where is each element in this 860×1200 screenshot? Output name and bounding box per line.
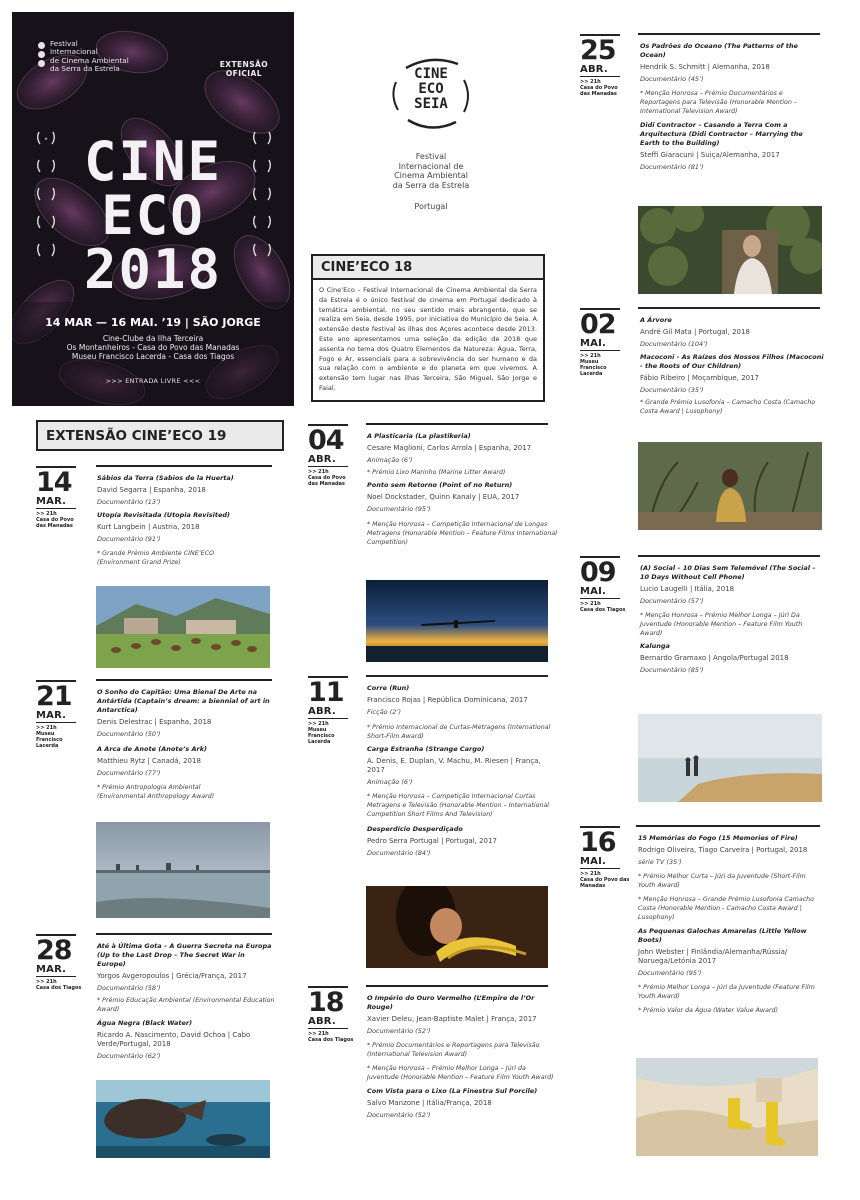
extensao-heading: EXTENSÃO CINE’ECO 19 [36, 420, 284, 451]
svg-text:★: ★ [44, 136, 48, 141]
film-director: Noel Dockstader, Quinn Kanaly | EUA, 2017 [367, 493, 520, 501]
film-title: Didi Contractor – Casando a Terra Com a Arquitectura (Didi Contractor – Marrying the Earth to the Building) [640, 121, 803, 147]
film-genre: Documentário (81’) [640, 163, 704, 171]
film-director: Lucio Laugelli | Itália, 2018 [640, 585, 735, 593]
film-director: Francisco Rojas | República Dominicana, 2017 [367, 696, 528, 704]
poster-title-year: 2018 [83, 238, 223, 301]
film-list-18-abr [367, 990, 557, 1120]
date-block-16-mai: 16 MAI. >> 21h Casa do Povo das Manadas [580, 827, 630, 889]
photo-woman-bananas [366, 886, 548, 968]
logo-festival-name: Festival Internacional de Cinema Ambiental da Serra da Estrela [392, 152, 470, 190]
film-genre: Animação (6’) [367, 778, 413, 786]
film-title: Carga Estranha (Strange Cargo) [367, 745, 485, 753]
divider [636, 825, 820, 827]
logo-country: Portugal [414, 202, 448, 211]
film-list-09-mai [640, 560, 824, 675]
film-genre: Documentário (35’) [640, 386, 704, 394]
film-genre: Documentário (57’) [640, 597, 704, 605]
film-genre: Documentário (85’) [640, 666, 704, 674]
divider [366, 423, 548, 425]
film-director: David Segarra | Espanha, 2018 [97, 486, 206, 494]
film-title: Ponto sem Retorno (Point of no Return) [367, 481, 513, 489]
poster-title-eco: ECO [101, 184, 205, 247]
film-award: * Prémio Documentários e Reportagens para Televisão (International Television Award) [367, 1042, 540, 1058]
divider [96, 679, 272, 681]
film-award: * Prémio Educação Ambiental (Environmental Education Award) [97, 997, 275, 1013]
film-genre: Documentário (13’) [97, 498, 161, 506]
film-director: André Gil Mata | Portugal, 2018 [640, 328, 750, 336]
divider [96, 465, 272, 467]
film-director: Hendrik S. Schmitt | Alemanha, 2018 [640, 63, 770, 71]
film-director: Pedro Serra Portugal | Portugal, 2017 [367, 837, 497, 845]
film-genre: Documentário (104’) [640, 340, 708, 348]
film-title: Kalunga [640, 642, 670, 650]
film-director: Xavier Deleu, Jean-Baptiste Malet | França, 2017 [367, 1015, 537, 1023]
film-award: * Grande Prémio Lusofonia – Camacho Costa (Camacho Costa Award | Lusophony) [640, 399, 816, 415]
film-award: * Prémio Valor da Água (Water Value Award) [638, 1007, 778, 1014]
film-award: * Menção Honrosa – Prémio Melhor Longa – Júri Da Juventude (Honorable Mention – Feature Film Youth Award) [640, 612, 803, 637]
film-list-25-abr [640, 38, 824, 172]
film-award: * Prémio Internacional de Curtas-Metragens (International Short-Film Award) [367, 724, 551, 740]
photo-man-mangroves [638, 442, 822, 530]
film-genre: Documentário (52’) [367, 1111, 431, 1119]
film-award: * Prémio Melhor Longa – Júri da Juventude (Feature Film Youth Award) [638, 984, 815, 1000]
film-award: * Grande Prémio Ambiente CINE’ECO (Environment Grand Prize) [97, 550, 215, 566]
film-genre: série TV (35’) [638, 858, 682, 866]
film-genre: Documentário (95’) [367, 505, 431, 513]
film-title: A Árvore [640, 316, 672, 324]
cine-eco-heading: CINE’ECO 18 [311, 254, 545, 280]
film-award: * Menção Honrosa – Prémio Documentários e Reportagens para Televisão (Honorable Mention – International Television Award) [640, 90, 797, 115]
film-list-16-mai [638, 830, 822, 1015]
film-list-28-mar [97, 938, 275, 1061]
photo-two-people-coast [638, 714, 822, 802]
film-genre: Documentário (52’) [367, 1027, 431, 1035]
film-genre: Animação (6’) [367, 456, 413, 464]
divider [366, 985, 548, 987]
poster-venues: Cine-Clube da Ilha Terceira Os Montanheiros - Casa do Povo das Manadas Museu Francisco Lacerda - Casa dos Tiagos [66, 334, 240, 361]
film-award: * Prémio Melhor Curta – Júri da Juventude (Short-Film Youth Award) [638, 873, 806, 889]
film-director: Bernardo Gramaxo | Angola/Portugal 2018 [640, 654, 789, 662]
photo-solar-plane-sunset [366, 580, 548, 662]
film-title: O Sonho do Capitão: Uma Bienal De Arte na Antártida (Captain’s dream: a biennial of art in Antarctica) [97, 688, 270, 714]
film-director: Rodrigo Oliveira, Tiago Carveira | Portugal, 2018 [638, 846, 808, 854]
film-director: Ricardo A. Nascimento, David Ochoa | Cabo Verde/Portugal, 2018 [97, 1031, 251, 1048]
instagram-icon [38, 60, 45, 67]
divider [638, 307, 820, 309]
film-director: Cesare Maglioni, Carlos Arrola | Espanha, 2017 [367, 444, 532, 452]
photo-deer-farm [96, 586, 270, 668]
entrada-livre: >>> ENTRADA LIVRE <<< [105, 377, 201, 385]
film-title: A Arca de Anote (Anote’s Ark) [97, 745, 207, 753]
poster-dates: 14 MAR — 16 MAI. ’19 | SÃO JORGE [45, 316, 261, 329]
film-award: * Menção Honrosa – Competição Internacional de Longas Metragens (Honorable Mention – Feature Films International Competition) [367, 521, 557, 546]
film-award: * Prémio Lixo Marinho (Marine Litter Award) [367, 469, 506, 476]
date-block-14-mar: 14 MAR. >> 21h Casa do Povo das Manadas [36, 466, 94, 529]
social-icons [38, 42, 46, 69]
film-list-14-mar [97, 470, 271, 567]
film-genre: Documentário (45’) [640, 75, 704, 83]
film-title: Utopía Revisitada (Utopia Revisited) [97, 511, 230, 519]
date-block-09-mai: 09 MAI. >> 21h Casa dos Tiagos [580, 557, 626, 613]
film-director: Yorgos Avgeropoulos | Grécia/França, 2017 [97, 972, 247, 980]
film-title: (A) Social – 10 Dias Sem Telemóvel (The Social – 10 Days Without Cell Phone) [640, 564, 816, 581]
photo-flooded-coast [96, 822, 270, 918]
film-award: * Menção Honrosa – Grande Prémio Lusofonia Camacho Costa (Honorable Mention - Camacho Costa Award | Lusophony) [638, 896, 814, 921]
film-director: Steffi Giaracuni | Suiça/Alemanha, 2017 [640, 151, 780, 159]
festival-poster [12, 12, 294, 406]
film-title: Sábios da Terra (Sabios de la Huerta) [97, 474, 234, 482]
film-director: A. Denis, E. Duplan, V. Machu, M. Riesen | França, 2017 [367, 757, 541, 774]
film-title: Os Padrões do Oceano (The Patterns of the Ocean) [640, 42, 798, 59]
extensao-oficial-label: EXTENSÃO OFICIAL [219, 60, 268, 78]
date-block-28-mar: 28 MAR. >> 21h Casa dos Tiagos [36, 935, 82, 991]
film-title: Corre (Run) [367, 684, 410, 692]
film-award: * Menção Honrosa – Prémio Melhor Longa – Júri da Juventude (Honorable Mention – Feature Film Youth Award) [367, 1065, 554, 1081]
date-block-04-abr: 04 ABR. >> 21h Casa do Povo das Manadas [308, 424, 366, 487]
divider [366, 675, 548, 677]
film-title: Água Negra (Black Water) [97, 1019, 193, 1027]
film-title: A Plasticaria (La plastikeria) [367, 432, 471, 440]
film-title: Desperdício Desperdiçado [367, 825, 463, 833]
film-title: 15 Memórias do Fogo (15 Memories of Fire) [638, 834, 798, 842]
photo-yellow-boots-beach [636, 1058, 818, 1156]
film-award: * Menção Honrosa – Competição Internacional Curtas Metragens e Televisão (Honorable Mention – International Competition Short Films And Television) [367, 793, 550, 818]
film-genre: Ficção (2’) [367, 708, 401, 716]
date-block-11-abr: 11 ABR. >> 21h Museu Francisco Lacerda [308, 676, 366, 745]
film-title: Até à Última Gota – A Guerra Secreta na Europa (Up to the Last Drop – The Secret War in Europe) [97, 942, 272, 968]
film-genre: Documentário (58’) [97, 984, 161, 992]
logo-wordmark: CINE ECO SEIA [414, 66, 448, 112]
film-director: Fábio Ribeiro | Moçambique, 2017 [640, 374, 760, 382]
cine-eco-description: O Cine’Eco – Festival Internacional de Cinema Ambiental da Serra da Estrela é o único festival de cinema em Portugal dedicado à temática ambiental, no seu sentido mais abrangente, que se realiza em Seia, desde 1995, por iniciativa do Município de Seia. A extensão deste festival às ilhas dos Açores acontece desde 2013. Este ano apresentamos uma seleção da edição de 2018 que assenta no tema dos Quatro Elementos da Natureza: Água, Terra, Fogo e Ar, essenciais para a sobrevivência do ser humano e da sua relação com o ambiente e do planeta em que vivemos. A extensão tem lugar nas ilhas Terceira, São Miguel, São Jorge e Faial. [311, 280, 545, 402]
film-list-02-mai [640, 312, 824, 416]
film-genre: Documentário (77’) [97, 769, 161, 777]
film-list-11-abr [367, 680, 559, 858]
film-director: Denis Delestrac | Espanha, 2018 [97, 718, 212, 726]
divider [96, 933, 272, 935]
date-block-02-mai: 02 MAI. >> 21h Museu Francisco Lacerda [580, 308, 638, 377]
film-list-21-mar [97, 684, 275, 801]
film-director: Matthieu Rytz | Canadá, 2018 [97, 757, 201, 765]
date-block-25-abr: 25 ABR. >> 21h Casa do Povo das Manadas [580, 34, 638, 97]
film-title: Com Vista para o Lixo (La Finestra Sul Porcile) [367, 1087, 538, 1095]
film-director: Kurt Langbein | Austria, 2018 [97, 523, 200, 531]
film-director: Salvo Manzone | Itália/França, 2018 [367, 1099, 492, 1107]
film-director: John Webster | Finlândia/Alemanha/Rússia/ Noruega/Letónia 2017 [638, 948, 788, 965]
film-genre: Documentário (84’) [367, 849, 431, 857]
film-title: Macoconi - As Raízes dos Nossos Filhos (Macoconi - the Roots of Our Children) [640, 353, 824, 370]
date-block-18-abr: 18 ABR. >> 21h Casa dos Tiagos [308, 987, 354, 1043]
film-title: O Império do Ouro Vermelho (L’Empire de l’Or Rouge) [367, 994, 535, 1011]
film-genre: Documentário (91’) [97, 535, 161, 543]
divider [638, 33, 820, 35]
film-award: * Prémio Antropologia Ambiental (Environmental Anthropology Award) [97, 784, 215, 800]
film-title: As Pequenas Galochas Amarelas (Little Yellow Boots) [638, 927, 807, 944]
poster-festival-name: Festival Internacional de Cinema Ambiental da Serra da Estrela [50, 39, 129, 73]
photo-woman-garden [638, 206, 822, 294]
divider [638, 555, 820, 557]
film-genre: Documentário (95’) [638, 969, 702, 977]
film-list-04-abr [367, 428, 557, 547]
web-icon [38, 51, 45, 58]
film-genre: Documentário (50’) [97, 730, 161, 738]
poster-title-cine: CINE [83, 130, 223, 193]
photo-diver-fish [96, 1080, 270, 1158]
date-block-21-mar: 21 MAR. >> 21h Museu Francisco Lacerda [36, 680, 94, 749]
film-genre: Documentário (62’) [97, 1052, 161, 1060]
facebook-icon [38, 42, 45, 49]
